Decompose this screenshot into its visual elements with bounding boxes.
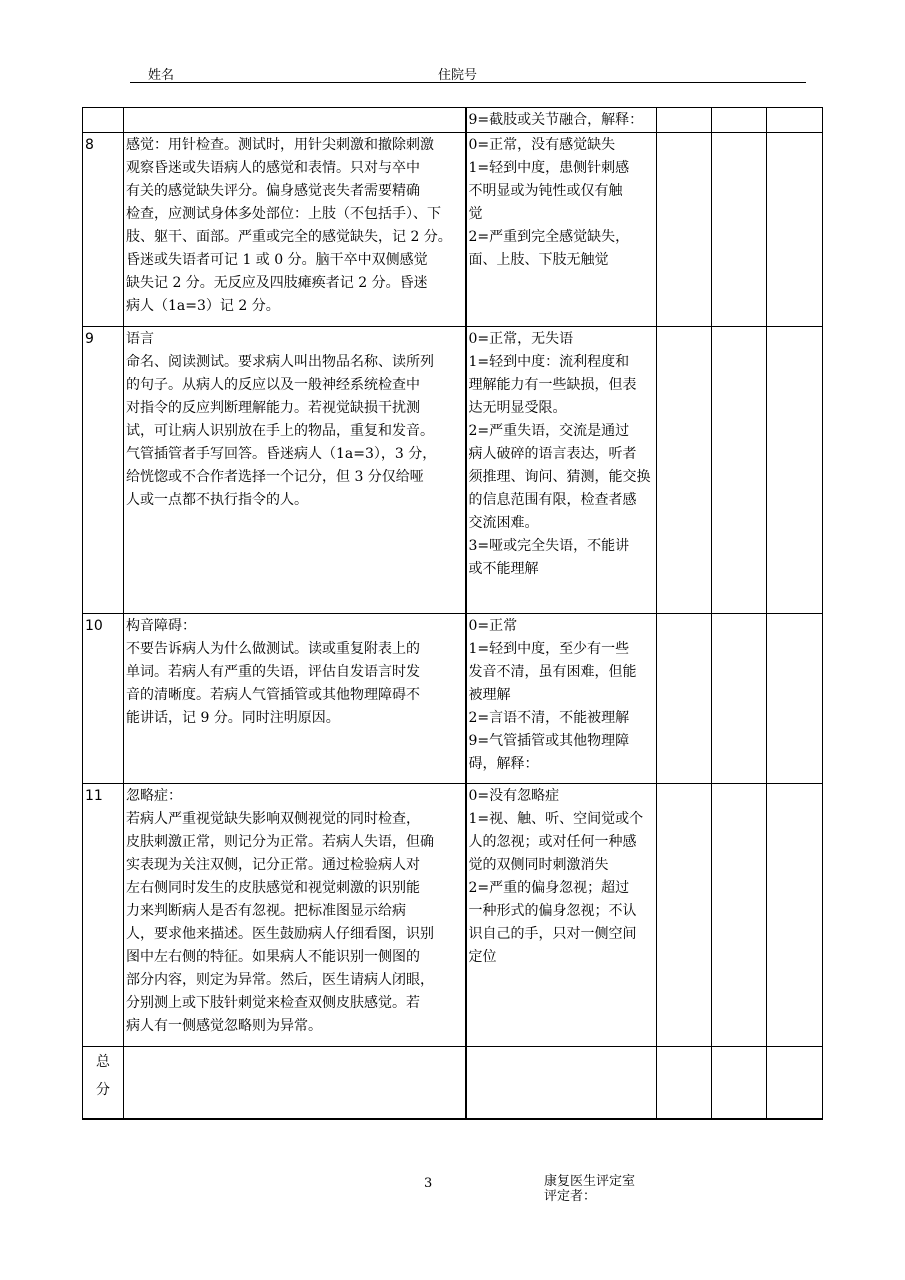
criteria-line: 部分内容，则定为异常。然后，医生请病人闭眼， <box>126 972 434 988</box>
score-cell[interactable] <box>657 327 712 614</box>
criteria-line: 命名、阅读测试。要求病人叫出物品名称、读所列 <box>126 354 434 370</box>
scoring-line: 1=轻到中度，患侧针刺感 <box>468 160 630 176</box>
criteria-line: 音的清晰度。若病人气管插管或其他物理障碍不 <box>126 687 420 703</box>
criteria-line: 图中左右侧的特征。如果病人不能识别一侧图的 <box>126 949 420 965</box>
criteria-line: 左右侧同时发生的皮肤感觉和视觉刺激的识别能 <box>126 880 420 896</box>
scoring-line: 0=正常，无失语 <box>468 331 574 347</box>
total-label-line2: 分 <box>96 1082 110 1098</box>
patient-name-label: 姓名 <box>148 68 175 83</box>
score-cell[interactable] <box>712 108 767 133</box>
criteria-line: 分别测上或下肢针刺觉来检查双侧皮肤感觉。若 <box>126 995 420 1011</box>
item-number-cell <box>83 614 124 784</box>
scoring-line: 或不能理解 <box>468 561 539 577</box>
scoring-line: 识自己的手，只对一侧空间 <box>468 926 637 942</box>
patient-header <box>130 60 806 83</box>
assessor-label: 评定者： <box>544 1189 597 1204</box>
criteria-line: 观察昏迷或失语病人的感觉和表情。只对与卒中 <box>126 160 420 176</box>
total-score-cell[interactable] <box>712 1047 767 1119</box>
scoring-line: 面、上肢、下肢无触觉 <box>468 252 609 268</box>
scoring-line: 人的忽视；或对任何一种感 <box>468 834 637 850</box>
criteria-line: 缺失记 2 分。无反应及四肢瘫痪者记 2 分。昏迷 <box>126 275 428 291</box>
table-row <box>83 614 823 784</box>
criteria-line: 实表现为关注双侧，记分正常。通过检验病人对 <box>126 857 420 873</box>
item-number: 8 <box>85 137 94 153</box>
scoring-line: 3=哑或完全失语，不能讲 <box>468 538 630 554</box>
total-score-cell[interactable] <box>767 1047 823 1119</box>
scoring-line: 9=截肢或关节融合，解释： <box>468 112 644 128</box>
scoring-line: 2=严重失语，交流是通过 <box>468 423 630 439</box>
score-cell[interactable] <box>657 614 712 784</box>
scoring-line: 达无明显受限。 <box>468 400 567 416</box>
scoring-line: 病人破碎的语言表达，听者 <box>468 446 637 462</box>
table-body <box>83 108 823 1119</box>
criteria-line: 有关的感觉缺失评分。偏身感觉丧失者需要精确 <box>126 183 420 199</box>
table-row <box>83 784 823 1047</box>
score-cell[interactable] <box>767 614 823 784</box>
criteria-line: 不要告诉病人为什么做测试。读或重复附表上的 <box>126 641 420 657</box>
criteria-line: 人或一点都不执行指令的人。 <box>126 492 308 508</box>
criteria-line: 试，可让病人识别放在手上的物品，重复和发音。 <box>126 423 434 439</box>
criteria-line: 能讲话，记 9 分。同时注明原因。 <box>126 710 340 726</box>
department-name: 康复医生评定室 <box>544 1174 636 1189</box>
criteria-line: 对指令的反应判断理解能力。若视觉缺损干扰测 <box>126 400 420 416</box>
table-row <box>83 108 823 133</box>
scoring-line: 2=严重的偏身忽视；超过 <box>468 880 630 896</box>
scoring-cell <box>466 133 657 327</box>
scoring-line: 交流困难。 <box>468 515 539 531</box>
item-number-cell <box>83 108 124 133</box>
criteria-line: 昏迷或失语者可记 1 或 0 分。脑干卒中双侧感觉 <box>126 252 428 268</box>
score-cell[interactable] <box>657 133 712 327</box>
scoring-line: 碍，解释： <box>468 756 539 772</box>
criteria-line: 单词。若病人有严重的失语，评估自发语言时发 <box>126 664 420 680</box>
criteria-line: 气管插管者手写回答。昏迷病人（1a=3），3 分， <box>126 446 437 462</box>
criteria-line: 若病人严重视觉缺失影响双侧视觉的同时检查， <box>126 811 420 827</box>
score-cell[interactable] <box>712 133 767 327</box>
criteria-line: 忽略症： <box>126 788 182 804</box>
table-row <box>83 133 823 327</box>
score-cell[interactable] <box>657 108 712 133</box>
scoring-line: 0=没有忽略症 <box>468 788 560 804</box>
criteria-line: 病人有一侧感觉忽略则为异常。 <box>126 1018 322 1034</box>
scoring-cell <box>466 327 657 614</box>
scoring-line: 1=视、触、听、空间觉或个 <box>468 811 644 827</box>
scoring-cell <box>466 614 657 784</box>
scoring-line: 一种形式的偏身忽视；不认 <box>468 903 637 919</box>
scoring-line: 0=正常，没有感觉缺失 <box>468 137 616 153</box>
item-number-cell <box>83 133 124 327</box>
total-scoring-cell <box>466 1047 657 1119</box>
scoring-line: 觉的双侧同时刺激消失 <box>468 857 609 873</box>
criteria-line: 检查，应测试身体多处部位：上肢（不包括手）、下 <box>126 206 441 222</box>
criteria-line: 皮肤刺激正常，则记分为正常。若病人失语，但确 <box>126 834 434 850</box>
criteria-line: 的句子。从病人的反应以及一般神经系统检查中 <box>126 377 420 393</box>
criteria-line: 给恍惚或不合作者选择一个记分，但 3 分仅给哑 <box>126 469 424 485</box>
scoring-line: 须推理、询问、猜测，能交换 <box>468 469 651 485</box>
criteria-cell <box>124 327 466 614</box>
scoring-line: 1=轻到中度，至少有一些 <box>468 641 630 657</box>
scoring-cell <box>466 784 657 1047</box>
table-row <box>83 327 823 614</box>
score-cell[interactable] <box>712 784 767 1047</box>
item-number-cell <box>83 327 124 614</box>
criteria-line: 语言 <box>126 331 154 347</box>
score-cell[interactable] <box>767 784 823 1047</box>
scoring-line: 0=正常 <box>468 618 518 634</box>
scoring-line: 9=气管插管或其他物理障 <box>468 733 630 749</box>
total-row <box>83 1047 823 1119</box>
item-number: 10 <box>85 618 103 634</box>
criteria-line: 肢、躯干、面部。严重或完全的感觉缺失，记 2 分。 <box>126 229 452 245</box>
scoring-line: 觉 <box>468 206 483 222</box>
score-cell[interactable] <box>657 784 712 1047</box>
total-label-line1: 总 <box>96 1054 110 1070</box>
criteria-line: 感觉：用针检查。测试时，用针尖刺激和撤除刺激 <box>126 137 434 153</box>
scoring-line: 理解能力有一些缺损，但表 <box>468 377 637 393</box>
total-label-cell <box>83 1047 124 1119</box>
score-cell[interactable] <box>712 614 767 784</box>
item-number-cell <box>83 784 124 1047</box>
scoring-line: 2=严重到完全感觉缺失， <box>468 229 630 245</box>
score-cell[interactable] <box>767 108 823 133</box>
scoring-line: 1=轻到中度：流利程度和 <box>468 354 630 370</box>
scoring-line: 被理解 <box>468 687 511 703</box>
score-cell[interactable] <box>767 327 823 614</box>
total-score-cell[interactable] <box>657 1047 712 1119</box>
criteria-cell <box>124 108 466 133</box>
footer-org-block <box>544 1174 635 1204</box>
criteria-line: 构音障碍： <box>126 618 196 634</box>
score-cell[interactable] <box>767 133 823 327</box>
criteria-line: 病人（1a=3）记 2 分。 <box>126 298 280 314</box>
criteria-line: 人，要求他来描述。医生鼓励病人仔细看图，识别 <box>126 926 434 942</box>
nihss-score-table <box>82 107 823 1120</box>
total-criteria-cell <box>124 1047 466 1119</box>
scoring-line: 发音不清，虽有困难，但能 <box>468 664 637 680</box>
scoring-line: 不明显或为钝性或仅有触 <box>468 183 623 199</box>
criteria-cell <box>124 784 466 1047</box>
criteria-cell <box>124 614 466 784</box>
score-cell[interactable] <box>712 327 767 614</box>
scoring-line: 的信息范围有限，检查者感 <box>468 492 637 508</box>
scoring-cell <box>466 108 657 133</box>
scoring-line: 2=言语不清，不能被理解 <box>468 710 630 726</box>
criteria-line: 力来判断病人是否有忽视。把标准图显示给病 <box>126 903 406 919</box>
criteria-cell <box>124 133 466 327</box>
item-number: 11 <box>85 788 103 804</box>
hospital-number-label: 住院号 <box>438 68 478 83</box>
item-number: 9 <box>85 331 94 347</box>
page-number: 3 <box>424 1176 433 1191</box>
scoring-line: 定位 <box>468 949 497 965</box>
